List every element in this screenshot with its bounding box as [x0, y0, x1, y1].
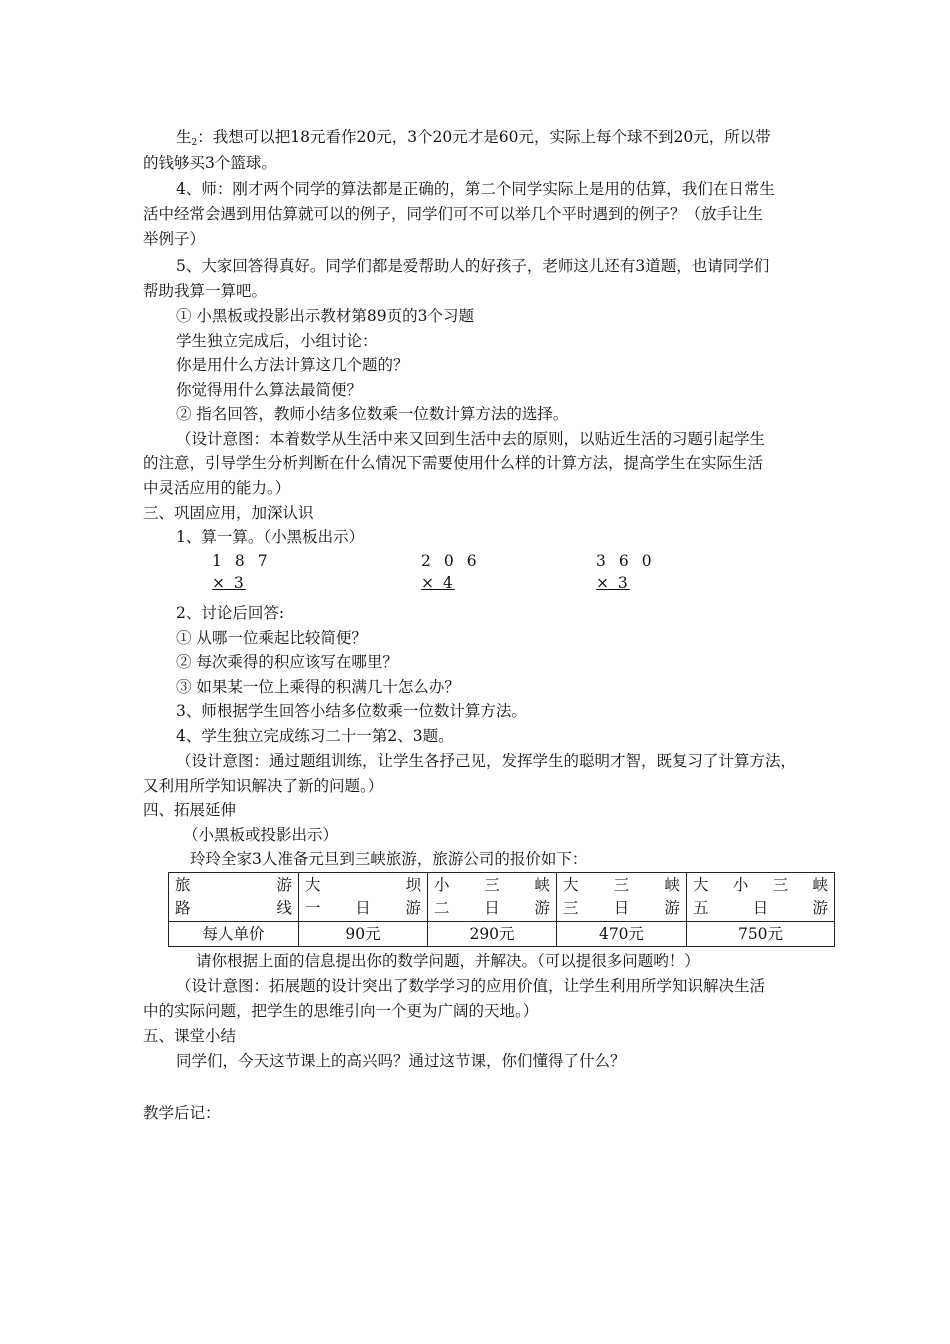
price-cell-3: 470元 [557, 922, 687, 947]
display-note: （小黑板或投影出示） [183, 826, 339, 844]
multiplier: × 3 [212, 574, 246, 592]
calc-item-1: 1、算一算。（小黑板出示） [176, 528, 365, 546]
section3-heading: 三、巩固应用，加深认识 [143, 504, 314, 522]
multiplication-problem-3 [596, 552, 665, 592]
design-intent-1-line3: 中灵活应用的能力。） [143, 479, 291, 497]
teaching-afterword-label: 教学后记： [143, 1104, 221, 1122]
route-cell-3: 大三峡 三日游 [557, 873, 687, 922]
route-cell-4: 大小三峡 五日游 [687, 873, 835, 922]
class-summary-text: 同学们，今天这节课上的高兴吗？通过这节课，你们懂得了什么？ [176, 1052, 626, 1070]
teacher-estimate-line3: 举例子） [143, 230, 206, 248]
multiplication-problem-1 [212, 552, 281, 592]
teacher-summary-note: ② 指名回答，教师小结多位数乘一位数计算方法的选择。 [176, 405, 569, 423]
section5-heading: 五、课堂小结 [143, 1027, 237, 1045]
price-table [168, 872, 835, 947]
summary-item-3: 3、师根据学生回答小结多位数乘一位数计算方法。 [176, 702, 527, 720]
group-discussion-intro: 学生独立完成后，小组讨论： [176, 332, 378, 350]
section4-heading: 四、拓展延伸 [143, 801, 237, 819]
discuss-question-1: ① 从哪一位乘起比较简便？ [176, 629, 367, 647]
multiplier: × 3 [596, 574, 630, 592]
price-row [169, 922, 835, 947]
praise-line1: 5、大家回答得真好。同学们都是爱帮助人的好孩子，老师这儿还有3道题，也请同学们 [176, 257, 770, 275]
route-cell-1: 大坝 一日游 [299, 873, 428, 922]
multiplicand: 187 [212, 552, 281, 570]
discuss-question-3: ③ 如果某一位上乘得的积满几十怎么办？ [176, 678, 460, 696]
problem-task: 请你根据上面的信息提出你的数学问题，并解决。（可以提很多问题哟！） [196, 952, 700, 970]
exercise-display-note: ① 小黑板或投影出示教材第89页的3个习题 [176, 307, 475, 325]
route-row [169, 873, 835, 922]
design-intent-3-line2: 中的实际问题，把学生的思维引向一个更为广阔的天地。） [143, 1002, 539, 1020]
price-cell-4: 750元 [687, 922, 835, 947]
praise-line2: 帮助我算一算吧。 [143, 282, 268, 300]
price-label-cell: 每人单价 [169, 922, 299, 947]
practice-item-4: 4、学生独立完成练习二十一第2、3题。 [176, 727, 454, 745]
teacher-estimate-line1: 4、师：刚才两个同学的算法都是正确的，第二个同学实际上是用的估算，我们在日常生 [176, 180, 775, 198]
design-intent-1-line1: （设计意图：本着数学从生活中来又回到生活中去的原则，以贴近生活的习题引起学生 [176, 430, 766, 448]
multiplicand: 360 [596, 552, 665, 570]
discussion-question-2: 你觉得用什么算法最简便？ [176, 381, 363, 399]
multiplier: × 4 [421, 574, 455, 592]
student2-answer-line2: 的钱够买3个篮球。 [143, 154, 277, 172]
design-intent-2-line1: （设计意图：通过题组训练，让学生各抒己见，发挥学生的聪明才智，既复习了计算方法， [176, 752, 797, 770]
multiplication-problem-2 [421, 552, 490, 592]
multiplicand: 206 [421, 552, 490, 570]
route-cell-2: 小三峡 二日游 [428, 873, 557, 922]
travel-intro: 玲玲全家3人准备元旦到三峡旅游，旅游公司的报价如下： [190, 850, 588, 868]
price-cell-2: 290元 [428, 922, 557, 947]
teacher-estimate-line2: 活中经常会遇到用估算就可以的例子，同学们可不可以举几个平时遇到的例子？（放手让生 [143, 205, 764, 223]
discuss-question-2: ② 每次乘得的积应该写在哪里？ [176, 653, 398, 671]
design-intent-3-line1: （设计意图：拓展题的设计突出了数学学习的应用价值，让学生利用所学知识解决生活 [176, 977, 766, 995]
price-cell-1: 90元 [299, 922, 428, 947]
discussion-question-1: 你是用什么方法计算这几个题的？ [176, 356, 409, 374]
discuss-item-2: 2、讨论后回答: [176, 604, 285, 622]
design-intent-1-line2: 的注意，引导学生分析判断在什么情况下需要使用什么样的计算方法，提高学生在实际生活 [143, 454, 764, 472]
route-header-cell: 旅游 路线 [169, 873, 299, 922]
design-intent-2-line2: 又利用所学知识解决了新的问题。） [143, 777, 384, 795]
student2-answer-line1: 生$_2$：我想可以把18元看作20元，3个20元才是60元，实际上每个球不到20元，所以带 [176, 128, 771, 148]
